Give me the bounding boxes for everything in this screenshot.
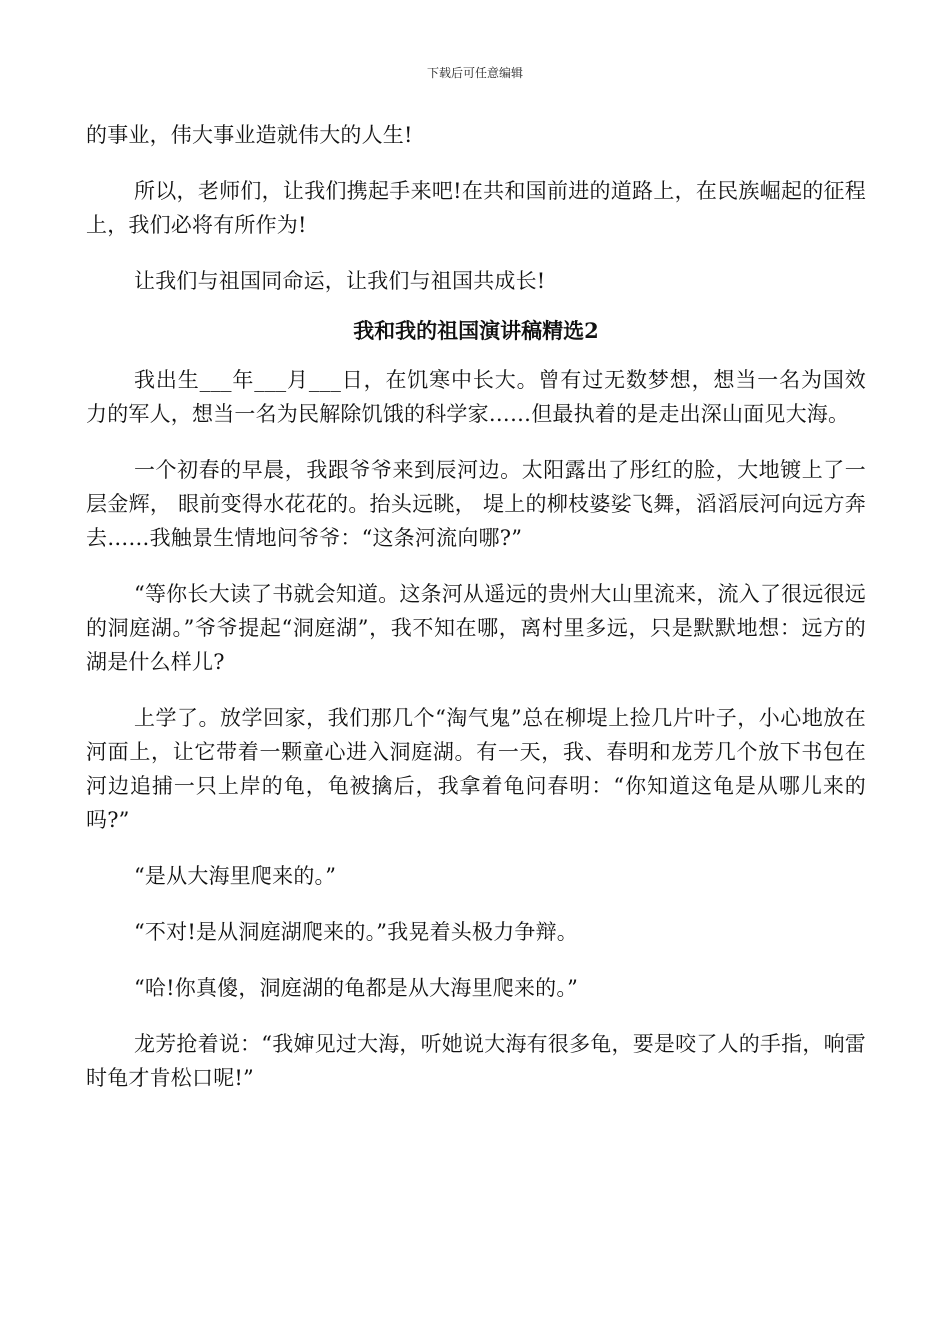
dialogue-line: “不对!是从洞庭湖爬来的。”我晃着头极力争辩。 (134, 920, 579, 944)
paragraph: 上学了。放学回家，我们那几个“淘气鬼”总在柳堤上捡几片叶子，小心地放在河面上，让它带着一颗童心进入洞庭湖。有一天，我、春明和龙芳几个放下书包在河边追捕一只上岸的龟，龟被擒后，我拿着龟问春明：“你知道这龟是从哪儿来的吗?” (86, 706, 866, 832)
paragraph: 龙芳抢着说：“我婶见过大海，听她说大海有很多龟，要是咬了人的手指，响雷时龟才肯松口呢!” (86, 1032, 866, 1090)
paragraph: 一个初春的早晨，我跟爷爷来到辰河边。太阳露出了彤红的脸，大地镀上了一层金辉， 眼前变得水花花的。抬头远眺， 堤上的柳枝婆娑飞舞，滔滔辰河向远方奔去……我触景生情地问爷爷：“这条河流向哪?” (86, 458, 866, 550)
document-body (86, 118, 866, 1095)
paragraph: 我出生___年___月___日，在饥寒中长大。曾有过无数梦想，想当一名为国效力的军人，想当一名为民解除饥饿的科学家……但最执着的是走出深山面见大海。 (86, 368, 866, 426)
header-note: 下载后可任意编辑 (426, 66, 523, 80)
paragraph: 让我们与祖国同命运，让我们与祖国共成长! (134, 269, 546, 293)
section-title: 我和我的祖国演讲稿精选2 (353, 318, 599, 343)
dialogue-line: “是从大海里爬来的。” (134, 864, 337, 888)
dialogue-line: “哈!你真傻，洞庭湖的龟都是从大海里爬来的。” (134, 976, 579, 1000)
paragraph: 所以，老师们，让我们携起手来吧!在共和国前进的道路上，在民族崛起的征程上，我们必将有所作为! (86, 179, 866, 237)
paragraph-continued: 的事业，伟大事业造就伟大的人生! (86, 123, 413, 147)
paragraph: “等你长大读了书就会知道。这条河从遥远的贵州大山里流来，流入了很远很远的洞庭湖。”爷爷提起“洞庭湖”，我不知在哪，离村里多远，只是默默地想：远方的湖是什么样儿? (86, 582, 866, 674)
